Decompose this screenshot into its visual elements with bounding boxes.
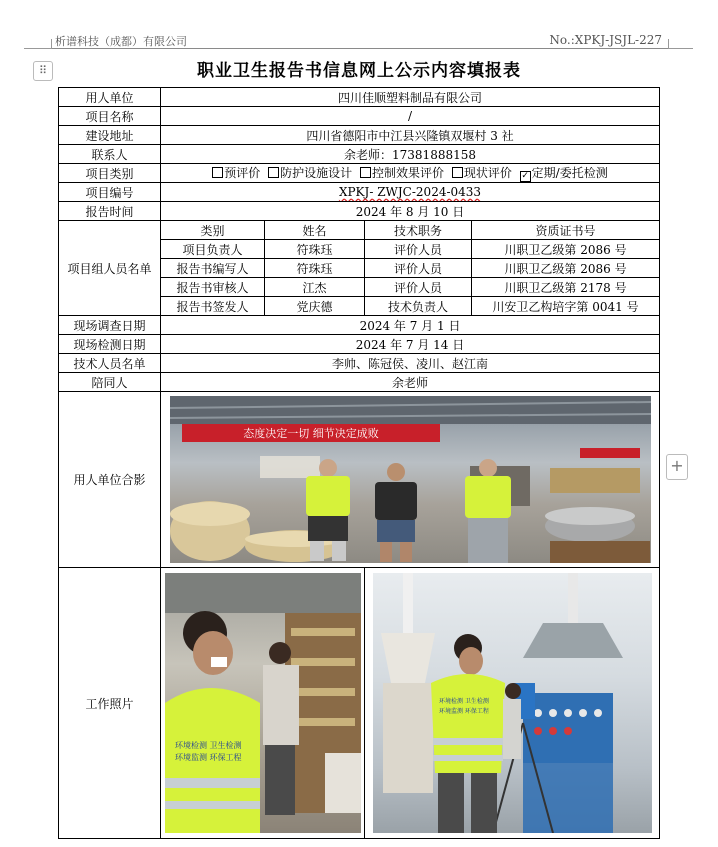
team-title[interactable]: 技术负责人 xyxy=(365,297,472,316)
team-cert[interactable]: 川职卫乙级第 2086 号 xyxy=(472,240,660,259)
team-role[interactable]: 报告书编写人 xyxy=(161,259,265,278)
row-technicians xyxy=(59,354,660,373)
row-survey-date xyxy=(59,316,660,335)
value-project-no[interactable]: XPKJ- ZWJC-2024-0433 xyxy=(161,183,660,202)
cell-work-photo-right xyxy=(365,568,660,839)
value-contact[interactable]: 余老师：17381888158 xyxy=(161,145,660,164)
checkbox-empty-icon xyxy=(268,167,279,178)
group-photo-image[interactable] xyxy=(170,396,651,563)
row-employer xyxy=(59,88,660,107)
label-escort: 陪同人 xyxy=(59,373,161,392)
team-col-title: 技术职务 xyxy=(365,221,472,240)
svg-text:环境检测 卫生检测: 环境检测 卫生检测 xyxy=(174,741,242,750)
team-title[interactable]: 评价人员 xyxy=(365,259,472,278)
svg-text:环境监测 环保工程: 环境监测 环保工程 xyxy=(438,708,489,715)
label-group-photo: 用人单位合影 xyxy=(59,392,161,568)
team-cert[interactable]: 川安卫乙构培字第 0041 号 xyxy=(472,297,660,316)
team-col-role: 类别 xyxy=(161,221,265,240)
work-photo-right-image[interactable] xyxy=(373,573,652,833)
team-title[interactable]: 评价人员 xyxy=(365,278,472,297)
work-photo-left-image[interactable] xyxy=(165,573,361,833)
team-role[interactable]: 报告书审核人 xyxy=(161,278,265,297)
disclosure-form-table xyxy=(58,87,660,839)
team-role[interactable]: 项目负责人 xyxy=(161,240,265,259)
label-contact: 联系人 xyxy=(59,145,161,164)
team-name[interactable]: 符珠珏 xyxy=(265,259,365,278)
work-photo-left-illustration xyxy=(165,573,361,833)
team-role[interactable]: 报告书签发人 xyxy=(161,297,265,316)
label-work-photos: 工作照片 xyxy=(59,568,161,839)
header-company: 析谱科技（成都）有限公司 xyxy=(55,35,187,48)
row-work-photos xyxy=(59,568,660,839)
label-project-name: 项目名称 xyxy=(59,107,161,126)
row-escort xyxy=(59,373,660,392)
page-title: 职业卫生报告书信息网上公示内容填报表 xyxy=(197,61,521,81)
checkbox-status-evaluation[interactable]: 现状评价 xyxy=(452,164,512,181)
crop-mark-top-right xyxy=(668,39,693,49)
team-cert[interactable]: 川职卫乙级第 2178 号 xyxy=(472,278,660,297)
checkbox-checked-icon: ✓ xyxy=(521,171,529,181)
label-employer: 用人单位 xyxy=(59,88,161,107)
table-move-handle-icon[interactable]: ⠿ xyxy=(33,61,53,81)
value-survey-date[interactable]: 2024 年 7 月 1 日 xyxy=(161,316,660,335)
value-employer[interactable]: 四川佳顺塑料制品有限公司 xyxy=(161,88,660,107)
svg-text:环境检测 卫生检测: 环境检测 卫生检测 xyxy=(438,698,489,705)
checkbox-empty-icon xyxy=(360,167,371,178)
value-technicians[interactable]: 李帅、陈冠侯、凌川、赵江南 xyxy=(161,354,660,373)
row-project-type xyxy=(59,164,660,183)
team-title[interactable]: 评价人员 xyxy=(365,240,472,259)
value-project-name[interactable]: / xyxy=(161,107,660,126)
value-report-date[interactable]: 2024 年 8 月 10 日 xyxy=(161,202,660,221)
label-team: 项目组人员名单 xyxy=(59,221,161,316)
team-col-name: 姓名 xyxy=(265,221,365,240)
team-col-cert: 资质证书号 xyxy=(472,221,660,240)
row-contact xyxy=(59,145,660,164)
checkbox-empty-icon xyxy=(212,167,223,178)
checkbox-empty-icon xyxy=(452,167,463,178)
team-name[interactable]: 符珠珏 xyxy=(265,240,365,259)
svg-text:环境监测 环保工程: 环境监测 环保工程 xyxy=(174,753,242,762)
row-test-date xyxy=(59,335,660,354)
cell-group-photo xyxy=(161,392,660,568)
crop-mark-top-left xyxy=(24,39,52,49)
label-address: 建设地址 xyxy=(59,126,161,145)
checkbox-periodic-testing[interactable]: ✓ 定期/委托检测 xyxy=(521,166,608,181)
team-name[interactable]: 江杰 xyxy=(265,278,365,297)
value-address[interactable]: 四川省德阳市中江县兴隆镇双堰村 3 社 xyxy=(161,126,660,145)
group-photo-illustration xyxy=(170,396,651,563)
header-doc-number: No.:XPKJ-JSJL-227 xyxy=(549,33,662,47)
team-name[interactable]: 党庆德 xyxy=(265,297,365,316)
row-report-date xyxy=(59,202,660,221)
row-project-no xyxy=(59,183,660,202)
team-header-row xyxy=(59,221,660,240)
checkbox-protection-design[interactable]: 防护设施设计 xyxy=(268,164,352,181)
work-photo-right-illustration xyxy=(373,573,652,833)
label-project-no: 项目编号 xyxy=(59,183,161,202)
value-project-type xyxy=(161,164,660,183)
checkbox-pre-evaluation[interactable]: 预评价 xyxy=(212,164,260,181)
label-project-type: 项目类别 xyxy=(59,164,161,183)
header-divider xyxy=(52,48,668,49)
value-escort[interactable]: 余老师 xyxy=(161,373,660,392)
row-group-photo xyxy=(59,392,660,568)
cell-work-photo-left xyxy=(161,568,365,839)
label-test-date: 现场检测日期 xyxy=(59,335,161,354)
row-project-name xyxy=(59,107,660,126)
svg-text:态度决定一切 细节决定成败: 态度决定一切 细节决定成败 xyxy=(242,427,379,440)
label-technicians: 技术人员名单 xyxy=(59,354,161,373)
value-test-date[interactable]: 2024 年 7 月 14 日 xyxy=(161,335,660,354)
label-survey-date: 现场调查日期 xyxy=(59,316,161,335)
label-report-date: 报告时间 xyxy=(59,202,161,221)
team-cert[interactable]: 川职卫乙级第 2086 号 xyxy=(472,259,660,278)
checkbox-control-effect[interactable]: 控制效果评价 xyxy=(360,164,444,181)
add-row-plus-icon[interactable]: + xyxy=(666,454,688,480)
row-address xyxy=(59,126,660,145)
